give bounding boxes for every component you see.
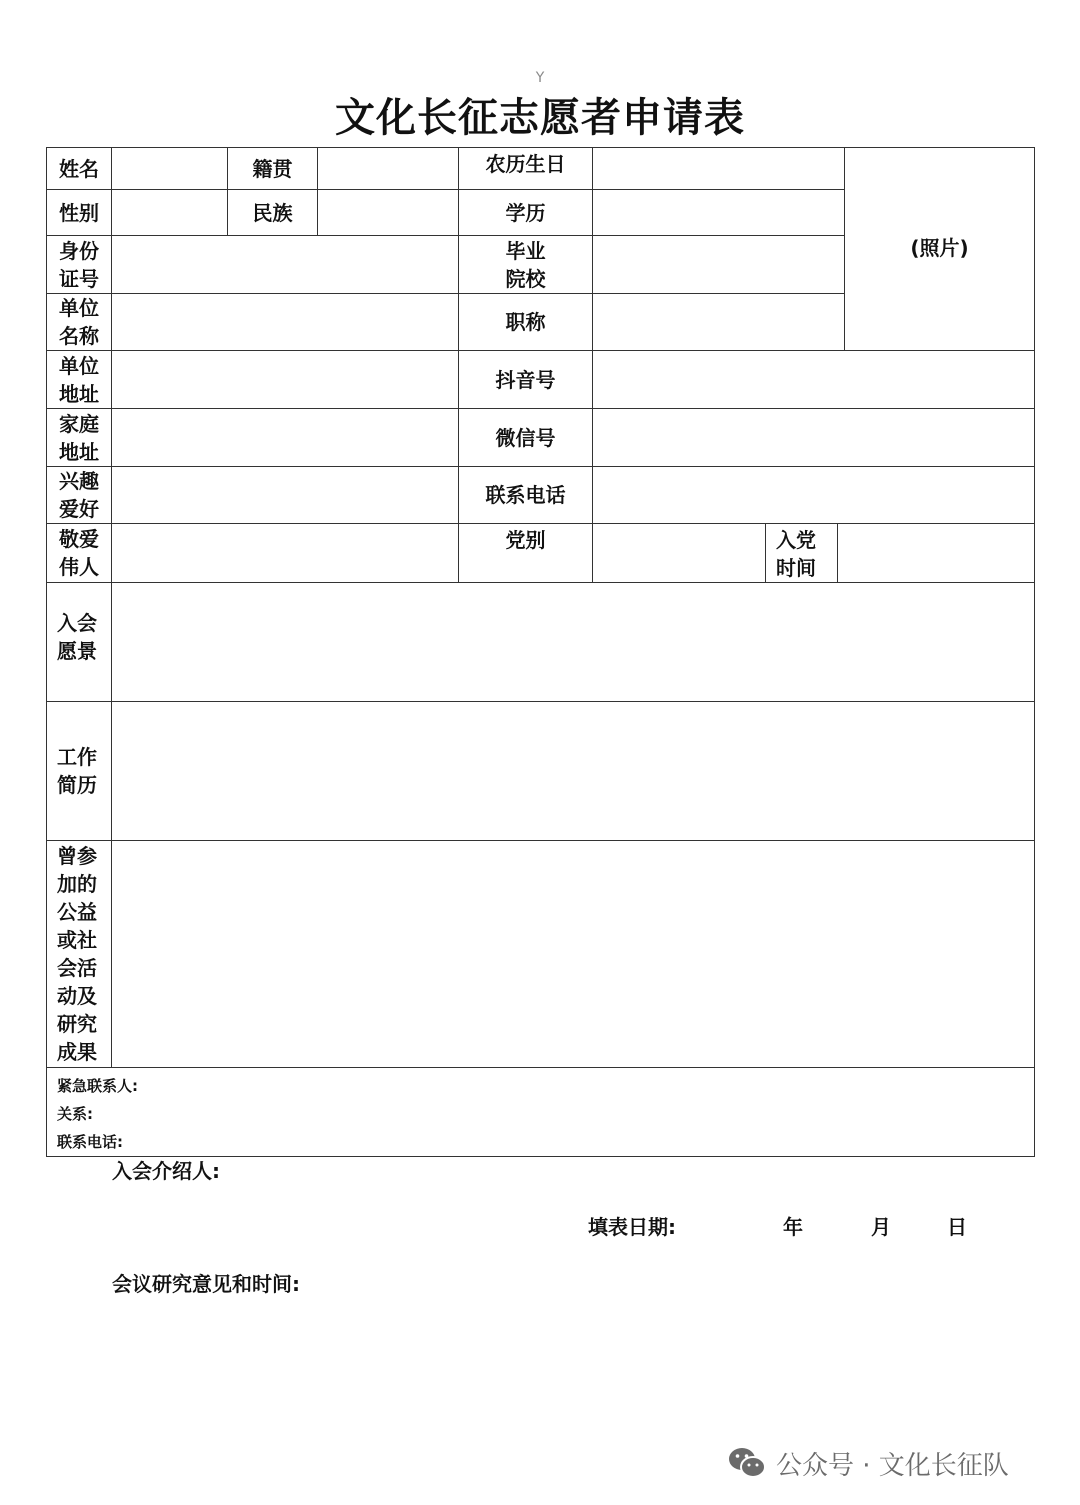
meeting-label: 会议研究意见和时间: xyxy=(112,1272,300,1296)
education-label: 学历 xyxy=(459,190,593,236)
graduated-school-field[interactable] xyxy=(593,236,845,294)
corner-mark: Y xyxy=(535,70,545,86)
day-label: 日 xyxy=(947,1215,967,1239)
wechat-icon xyxy=(728,1446,766,1480)
graduated-school-label: 毕业院校 xyxy=(505,238,546,291)
introducer-label: 入会介绍人: xyxy=(112,1159,220,1183)
gender-label: 性别 xyxy=(47,190,112,236)
vision-field[interactable] xyxy=(112,583,1035,702)
month-label: 月 xyxy=(871,1215,891,1239)
admired-label: 敬爱伟人 xyxy=(59,527,99,579)
vision-label: 入会愿景 xyxy=(57,611,97,663)
job-title-label: 职称 xyxy=(459,294,593,351)
emergency-contact-label: 紧急联系人: xyxy=(57,1077,138,1095)
education-field[interactable] xyxy=(593,190,845,236)
activities-label: 曾参加的公益或社会活动及研究成果 xyxy=(57,844,97,1064)
employer-address-label: 单位地址 xyxy=(59,353,99,406)
id-number-label: 身份证号 xyxy=(59,238,99,291)
activities-field[interactable] xyxy=(112,841,1035,1068)
lunar-birthday-field[interactable] xyxy=(593,148,845,190)
application-form-table xyxy=(46,147,1035,1157)
native-place-label: 籍贯 xyxy=(228,148,318,190)
emergency-phone-label: 联系电话: xyxy=(57,1133,123,1151)
page-title: 文化长征志愿者申请表 xyxy=(335,95,745,141)
work-history-label: 工作简历 xyxy=(57,745,97,797)
party-join-label: 入党时间 xyxy=(776,528,816,580)
wechat-label: 微信号 xyxy=(459,409,593,467)
employer-name-label: 单位名称 xyxy=(59,296,99,348)
home-address-field[interactable] xyxy=(112,409,459,467)
party-field[interactable] xyxy=(593,524,766,583)
lunar-birthday-label: 农历生日 xyxy=(459,148,593,190)
ethnicity-field[interactable] xyxy=(318,190,459,236)
home-address-label: 家庭地址 xyxy=(59,411,99,464)
party-join-field[interactable] xyxy=(838,524,1035,583)
emergency-contact-block[interactable] xyxy=(47,1068,1035,1157)
hobbies-label: 兴趣爱好 xyxy=(59,469,99,521)
employer-address-field[interactable] xyxy=(112,351,459,409)
photo-label: (照片) xyxy=(910,236,969,260)
year-label: 年 xyxy=(783,1215,803,1239)
native-place-field[interactable] xyxy=(318,148,459,190)
employer-name-field[interactable] xyxy=(112,294,459,351)
job-title-field[interactable] xyxy=(593,294,845,351)
phone-label: 联系电话 xyxy=(459,467,593,524)
phone-field[interactable] xyxy=(593,467,1035,524)
id-number-field[interactable] xyxy=(112,236,459,294)
admired-field[interactable] xyxy=(112,524,459,583)
relation-label: 关系: xyxy=(57,1105,93,1123)
watermark xyxy=(728,1444,1009,1482)
name-field[interactable] xyxy=(112,148,228,190)
hobbies-field[interactable] xyxy=(112,467,459,524)
ethnicity-label: 民族 xyxy=(228,190,318,236)
work-history-field[interactable] xyxy=(112,702,1035,841)
watermark-text: 公众号 · 文化长征队 xyxy=(776,1450,1009,1481)
fill-date-label: 填表日期: xyxy=(588,1215,676,1239)
gender-field[interactable] xyxy=(112,190,228,236)
name-label: 姓名 xyxy=(47,148,112,190)
douyin-label: 抖音号 xyxy=(459,351,593,409)
photo-box[interactable] xyxy=(845,148,1035,351)
douyin-field[interactable] xyxy=(593,351,1035,409)
wechat-field[interactable] xyxy=(593,409,1035,467)
party-label: 党别 xyxy=(459,524,593,583)
